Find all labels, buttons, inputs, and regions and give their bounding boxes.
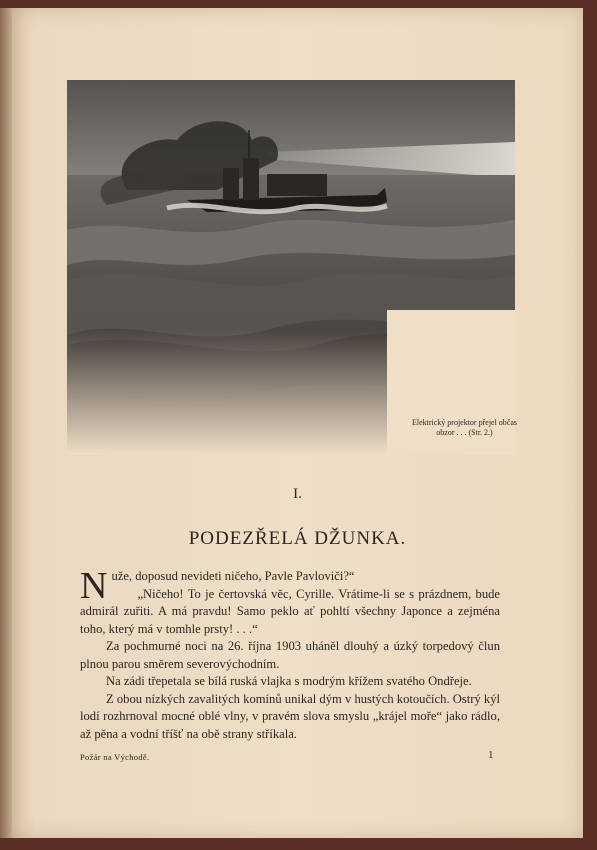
caption-line-1: Elektrický projektor přejel občas [411, 418, 518, 427]
running-footer-title: Požár na Východě. [80, 752, 150, 762]
paragraph-3: Za pochmurné noci na 26. října 1903 uháněl dlouhý a úzký torpedový člun plnou parou směrem severovýchodním. [80, 639, 500, 671]
chapter-number: I. [293, 486, 302, 502]
chapter-title: PODEZŘELÁ DŽUNKA. [188, 528, 407, 549]
page-number: 1 [488, 749, 494, 761]
paragraph-2: „Ničeho! To je čertovská věc, Cyrille. Vrátime-li se s prázdnem, bude admirál zuřiti. A má pravdu! Samo peklo ať pohltí všechny Japonce a zejména toho, který má v tomhle prsty! . . .“ [80, 586, 500, 636]
caption-line-2: obzor . . . (Str. 2.) [436, 428, 493, 437]
illustration-caption [392, 418, 537, 438]
paragraph-1-text: uže, doposud nevideti ničeho, Pavle Pavloviči?“ [111, 569, 355, 583]
chapter-body-text [80, 565, 500, 743]
paragraph-5: Z obou nízkých zavalitých komínů unikal dým v hustých kotoučích. Ostrý kýl lodí rozhrnoval mocné oblé vlny, v pravém slova smyslu „krájel moře“ jako rádlo, až pěna a vodní tříšť na obě strany stříkala. [80, 691, 500, 741]
paragraph-1 [80, 565, 500, 607]
drop-cap: N [80, 565, 108, 607]
torpedo-boat-illustration [67, 80, 515, 455]
book-page [12, 8, 583, 838]
paragraph-4: Na zádi třepetala se bílá ruská vlajka s modrým křížem svatého Ondřeje. [106, 674, 472, 688]
